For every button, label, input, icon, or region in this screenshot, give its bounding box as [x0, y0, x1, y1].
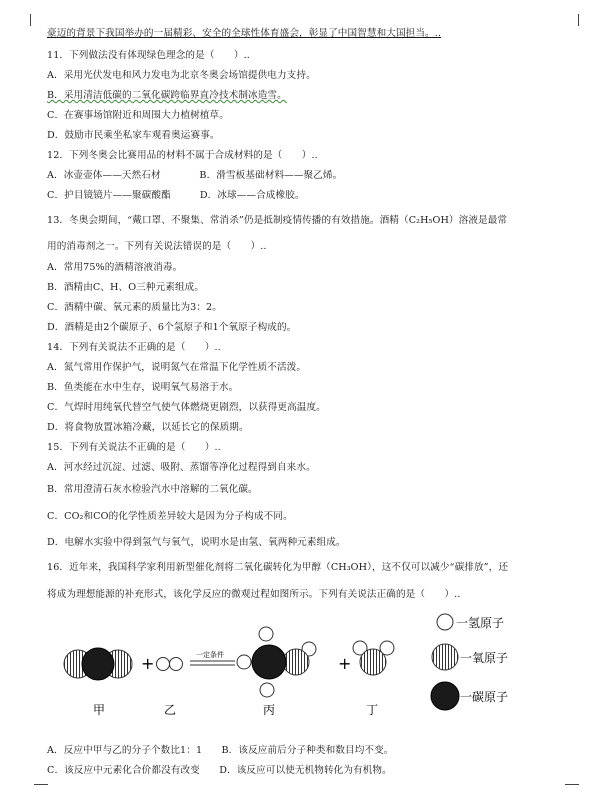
question-11-option-b: B．采用清洁低碳的二氧化碳跨临界直冷技术制冰造雪。: [47, 90, 287, 101]
question-16-stem-2: 将成为理想能源的补充形式，该化学反应的微观过程如图所示。下列有关说法正确的是（ ）..: [47, 589, 461, 600]
question-13-option-a: A．常用75%的酒精溶液消毒。: [47, 262, 183, 273]
label-ding: 丁: [366, 703, 379, 717]
reaction-condition: 一定条件: [196, 651, 224, 659]
plus-sign-1: +: [141, 654, 155, 673]
crop-mark-bottom-left: [34, 784, 48, 785]
crop-mark-top-left: [30, 14, 31, 26]
question-13-option-b: B．酒精由C、H、O三种元素组成。: [47, 282, 205, 293]
legend-carbon-label: 一碳原子: [460, 690, 509, 704]
question-14-stem: 14．下列有关说法不正确的是（ ）..: [47, 342, 221, 353]
legend-carbon-symbol: [431, 682, 459, 710]
molecule-jia-co2: [64, 648, 132, 680]
plus-sign-2: +: [338, 654, 352, 673]
question-15-option-a: A．河水经过沉淀、过滤、吸附、蒸馏等净化过程得到自来水。: [47, 462, 316, 473]
question-13-option-c: C．酒精中碳、氧元素的质量比为3：2。: [47, 302, 222, 313]
question-14-option-a: A．氮气常用作保护气，说明氮气在常温下化学性质不活泼。: [47, 362, 307, 373]
question-13-stem-2: 用的消毒剂之一。下列有关说法错误的是（ ）..: [47, 241, 267, 252]
molecule-ding-h2o: [353, 641, 394, 675]
question-11-option-c: C．在赛事场馆附近和周围大力植树植草。: [47, 110, 229, 121]
legend-oxygen-label: 一氧原子: [460, 651, 509, 665]
molecule-yi-h2: [157, 658, 183, 671]
question-15-option-b: B．常用澄清石灰水检验汽水中溶解的二氧化碳。: [47, 484, 258, 495]
question-16-options-cd: C．该反应中元素化合价都没有改变 D．该反应可以使无机物转化为有机物。: [47, 765, 392, 776]
text-line-1: 豪迈的背景下我国举办的一届精彩、安全的全球性体育盛会，彰显了中国智慧和大国担当。..: [47, 28, 442, 39]
question-14-option-c: C．气焊时用纯氧代替空气使气体燃烧更剧烈，以获得更高温度。: [47, 402, 326, 413]
question-12-options-cd: C．护目镜镜片——聚碳酸酯 D．冰球——合成橡胶。: [47, 190, 305, 201]
question-16-stem-1: 16．近年来，我国科学家利用新型催化剂将二氧化碳转化为甲醇（CH₃OH），这不仅可以减少“碳排放”，还: [47, 562, 509, 573]
legend-oxygen-symbol: [432, 644, 458, 670]
crop-mark-bottom-right: [565, 784, 579, 785]
legend: [431, 614, 508, 710]
question-12-stem: 12．下列冬奥会比赛用品的材料不属于合成材料的是（ ）..: [47, 150, 318, 161]
question-13-option-d: D．酒精是由2个碳原子、6个氢原子和1个氧原子构成的。: [47, 322, 297, 333]
question-15-option-c: C．CO₂和CO的化学性质差异较大是因为分子构成不同。: [47, 511, 293, 522]
question-14-option-b: B．鱼类能在水中生存，说明氧气易溶于水。: [47, 382, 239, 393]
question-11-option-a: A．采用光伏发电和风力发电为北京冬奥会场馆提供电力支持。: [47, 70, 316, 81]
question-14-option-d: D．将食物放置冰箱冷藏，以延长它的保质期。: [47, 422, 249, 433]
question-12-options-ab: A．冰壶壶体——天然石材 B．滑雪板基础材料——聚乙烯。: [47, 170, 343, 181]
legend-hydrogen-label: 一氢原子: [456, 616, 505, 630]
legend-hydrogen-symbol: [437, 614, 453, 630]
label-yi: 乙: [164, 703, 177, 717]
question-13-stem-1: 13．冬奥会期间，“戴口罩、不聚集、常消杀”仍是抵制疫情传播的有效措施。酒精（C₂H₅OH）溶液是最常: [47, 215, 508, 226]
question-15-option-d: D．电解水实验中得到氢气与氧气，说明水是由氢、氧两种元素组成。: [47, 537, 346, 548]
molecule-bing-ch3oh: [237, 627, 316, 697]
question-16-options-ab: A．反应中甲与乙的分子个数比1：1 B．该反应前后分子种类和数目均不变。: [47, 745, 394, 756]
question-15-stem: 15．下列有关说法不正确的是（ ）..: [47, 442, 221, 453]
question-11-option-d: D．鼓励市民乘坐私家车观看奥运赛事。: [47, 130, 220, 141]
label-jia: 甲: [93, 703, 106, 717]
question-11-stem: 11．下列做法没有体现绿色理念的是（ ）..: [47, 50, 250, 61]
reaction-diagram: [60, 612, 530, 724]
crop-mark-top-right: [578, 14, 579, 26]
label-bing: 丙: [263, 703, 276, 717]
